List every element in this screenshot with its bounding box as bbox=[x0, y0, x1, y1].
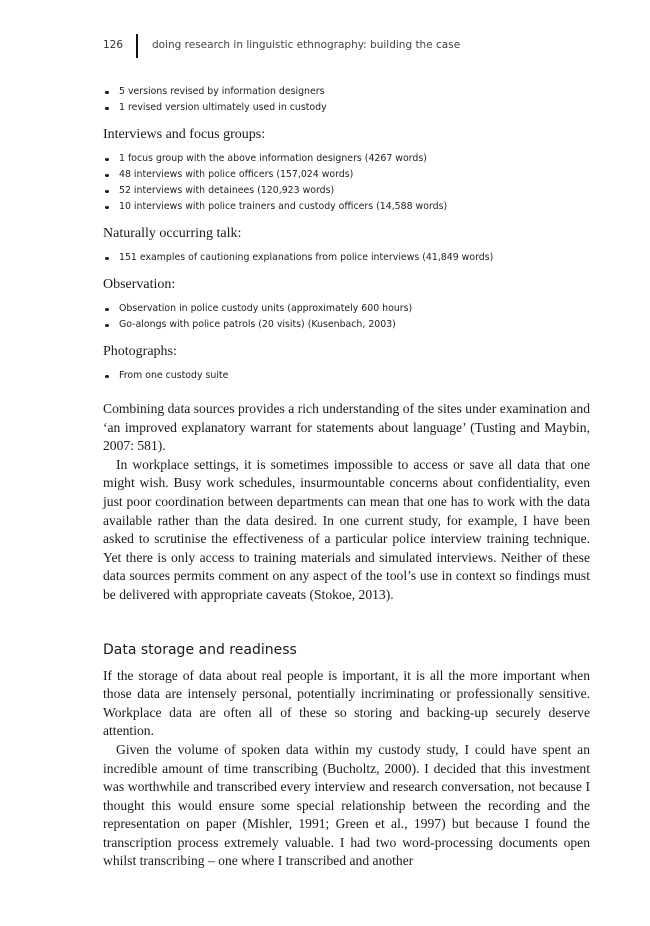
body-paragraph: Given the volume of spoken data within my custody study, I could have spent an incredible amount of time transcribing (Bucholtz, 2000). I decided that this investment was worthwhile and transcribed every interview and research conversation, not because I thought this would ensure some special relationship between the recording and the representation on paper (Mishler, 1991; Green et al., 1997) but because I found the transcription process extremely valuable. I had two word-processing documents open whilst transcribing – one where I transcribed and another bbox=[103, 741, 590, 869]
list-item: Go-alongs with police patrols (20 visits) (Kusenbach, 2003) bbox=[103, 317, 590, 333]
page-content bbox=[103, 84, 590, 871]
header-divider bbox=[136, 34, 138, 58]
talk-list bbox=[103, 250, 590, 266]
body-paragraph: In workplace settings, it is sometimes impossible to access or save all data that one might wish. Busy work schedules, insurmountable concerns about confidentiality, even just poor coordination between departments can mean that one has to work with the data available rather than the data desired. In one current study, for example, I have been asked to scrutinise the effectiveness of a particular police interview training technique. Yet there is only access to training materials and simulated interviews. Neither of these data sources permits comment on any aspect of the tool’s use in context so findings must be delivered with appropriate caveats (Stokoe, 2013). bbox=[103, 456, 590, 602]
list-item: 1 focus group with the above information designers (4267 words) bbox=[103, 151, 590, 167]
list-item: From one custody suite bbox=[103, 368, 590, 384]
list-item: Observation in police custody units (approximately 600 hours) bbox=[103, 301, 590, 317]
group-heading-naturally-occurring-talk: Naturally occurring talk: bbox=[103, 226, 242, 241]
group-heading-interviews: Interviews and focus groups: bbox=[103, 127, 266, 142]
group-heading-photographs: Photographs: bbox=[103, 344, 177, 359]
photographs-list bbox=[103, 368, 590, 384]
body-paragraph: If the storage of data about real people is important, it is all the more important when those data are intensely personal, potentially incriminating or professionally sensitive. Workplace data are often all of these so storing and backing-up securely deserve attention. bbox=[103, 667, 590, 739]
spacer bbox=[103, 384, 590, 400]
observation-list bbox=[103, 301, 590, 333]
list-item: 48 interviews with police officers (157,024 words) bbox=[103, 167, 590, 183]
body-paragraph: Combining data sources provides a rich understanding of the sites under examination and ‘an improved explanatory warrant for statements about language’ (Tusting and Maybin, 2007: 581). bbox=[103, 401, 590, 454]
running-title: doing research in linguistic ethnography: building the case bbox=[152, 39, 461, 51]
running-header bbox=[103, 34, 603, 58]
top-bullet-list bbox=[103, 84, 590, 116]
list-item: 10 interviews with police trainers and custody officers (14,588 words) bbox=[103, 199, 590, 215]
list-item: 5 versions revised by information designers bbox=[103, 84, 590, 100]
interviews-list bbox=[103, 151, 590, 215]
section-heading: Data storage and readiness bbox=[103, 641, 297, 658]
list-item: 52 interviews with detainees (120,923 words) bbox=[103, 183, 590, 199]
list-item: 1 revised version ultimately used in custody bbox=[103, 100, 590, 116]
group-heading-observation: Observation: bbox=[103, 277, 176, 292]
list-item: 151 examples of cautioning explanations from police interviews (41,849 words) bbox=[103, 250, 590, 266]
page-number: 126 bbox=[103, 39, 124, 51]
